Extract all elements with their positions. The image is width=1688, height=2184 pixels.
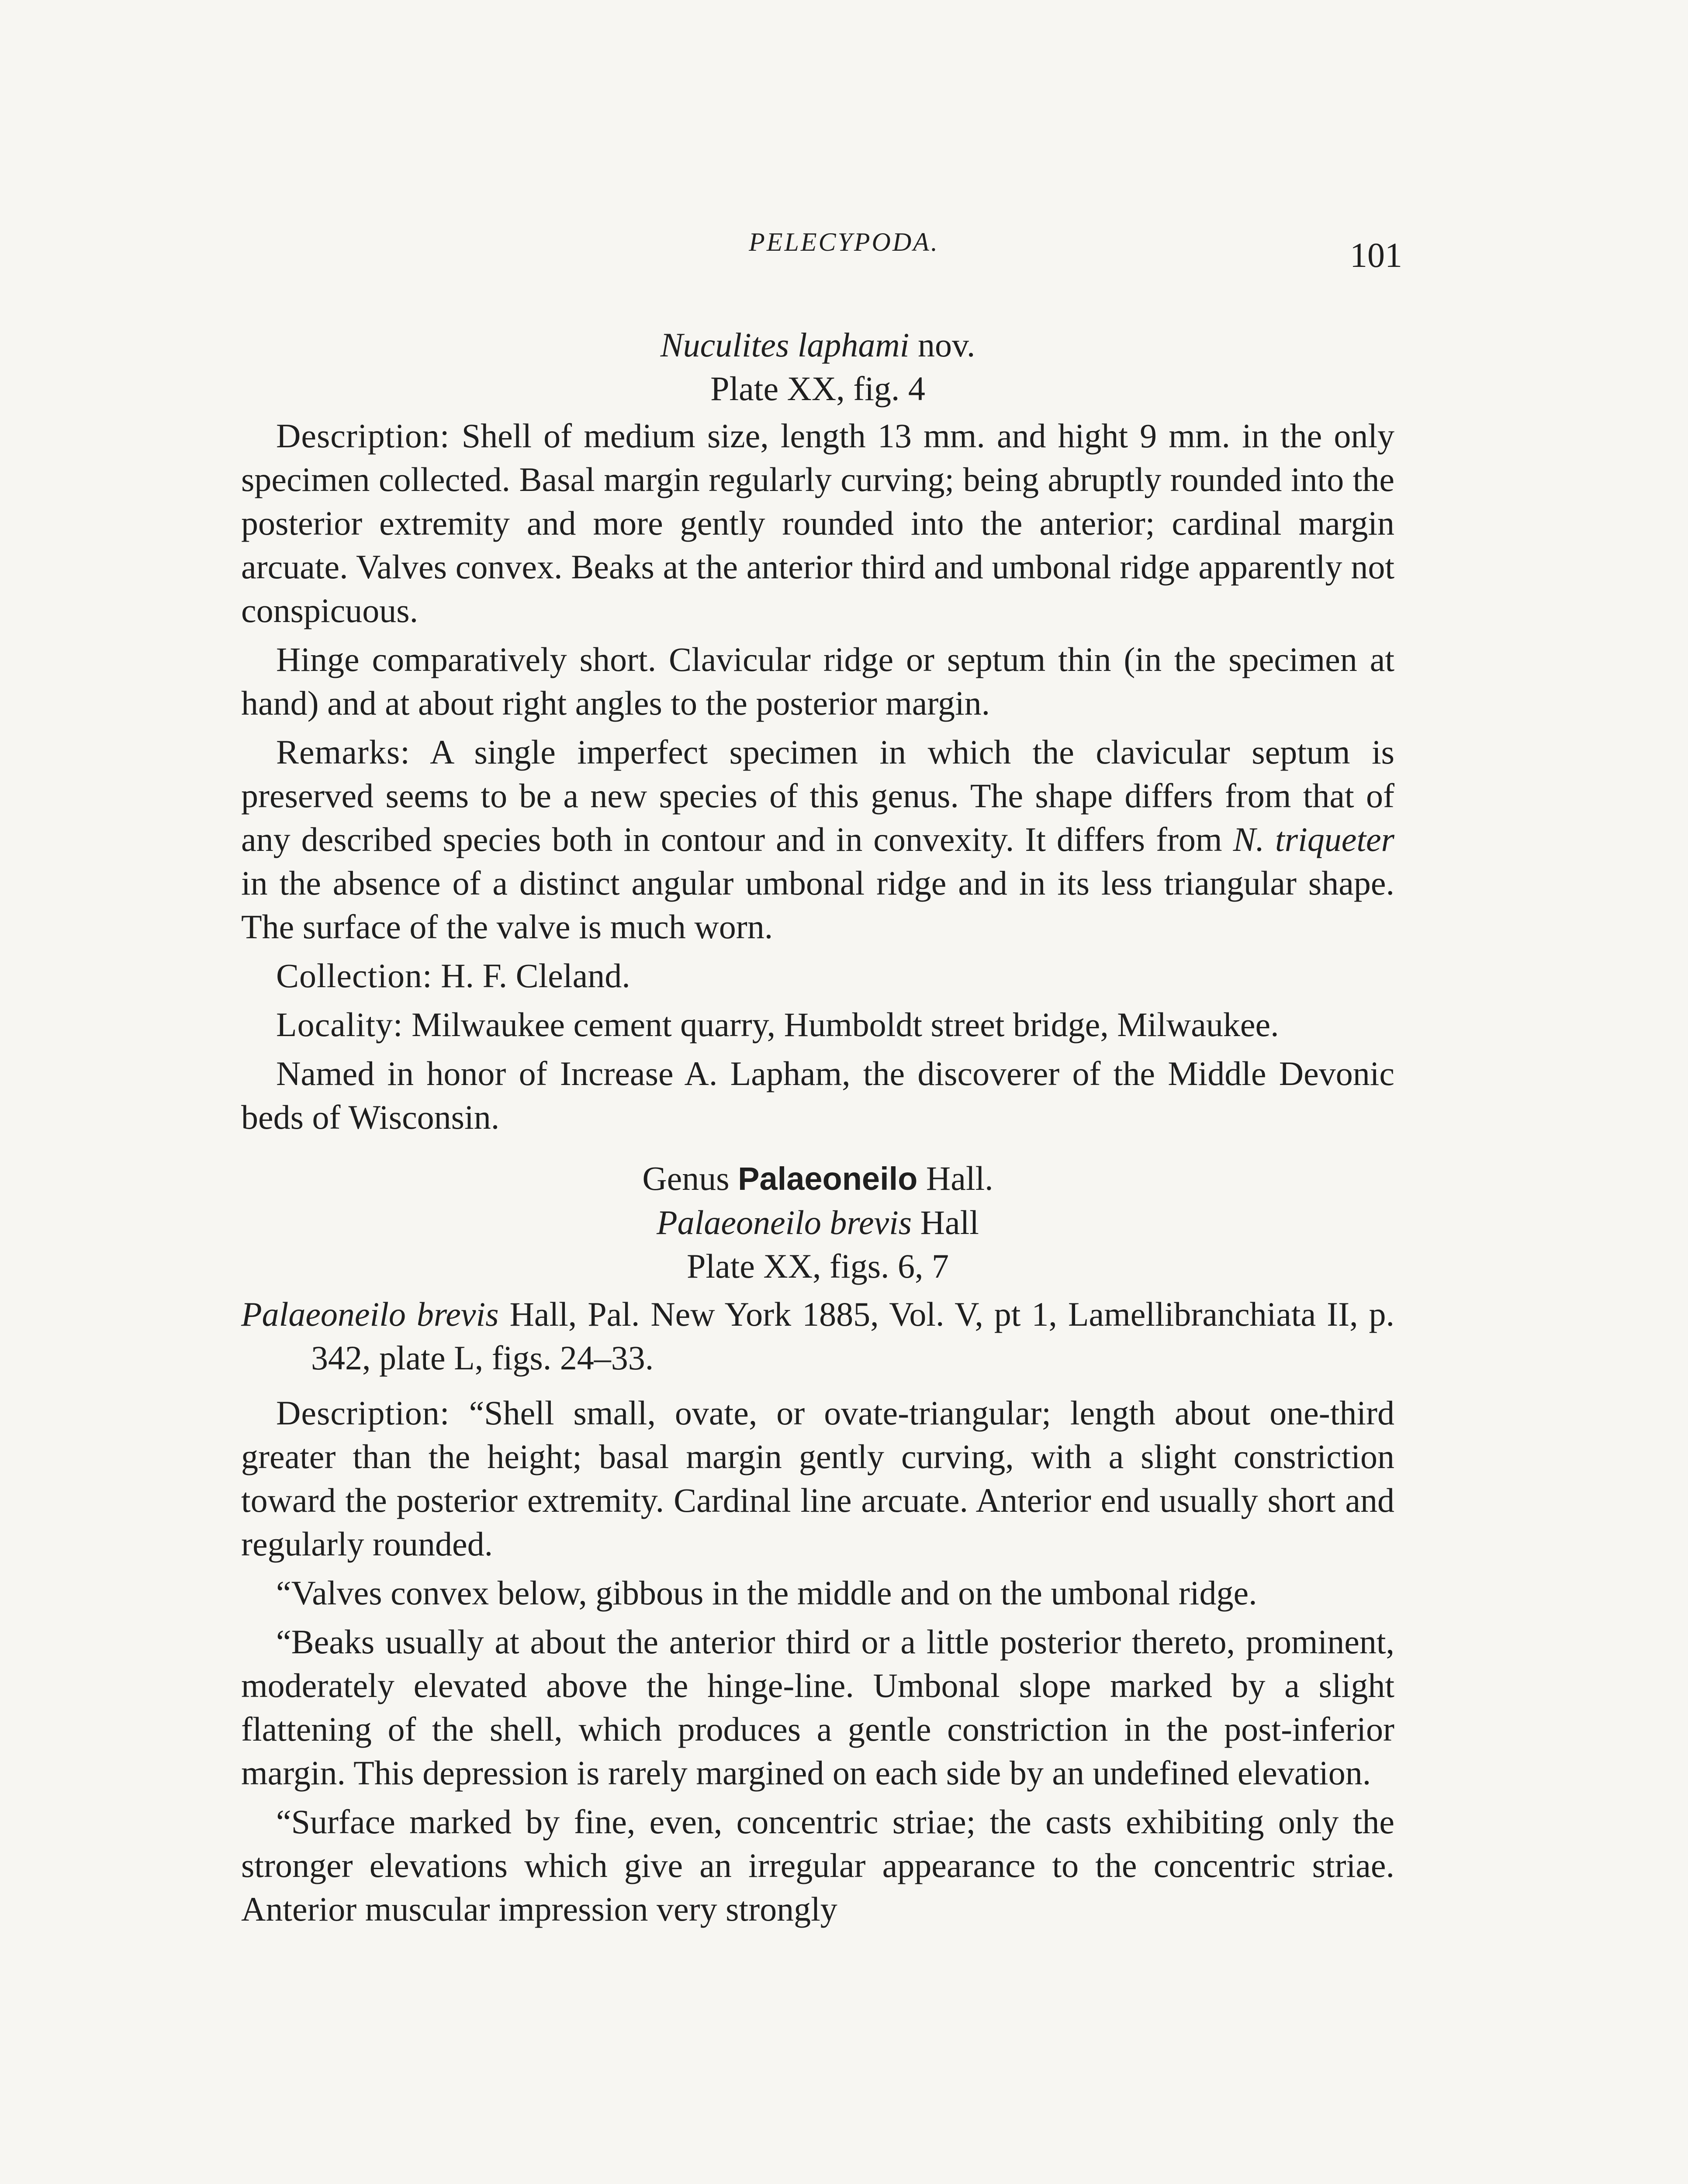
valves-paragraph: “Valves convex below, gibbous in the middle and on the umbonal ridge. (276, 1574, 1257, 1612)
beaks-paragraph: “Beaks usually at about the anterior third or a little posterior thereto, prominent, moderately elevated above the hinge-line. Umbonal slope marked by a slight flattening of the shell, which produces a gentle constriction in the post-inferior margin. This depression is rarely margined on each side by an undefined elevation. (241, 1623, 1394, 1792)
remarks-paragraph (241, 730, 1394, 949)
remarks-label: Remarks: (276, 733, 410, 771)
genus-heading (241, 1157, 1394, 1201)
plate-reference: Plate XX, fig. 4 (710, 370, 925, 408)
remarks-text: A single imperfect specimen in which the clavicular septum is preserved seems to be a new species of this genus. The shape differs from that of any described species both in contour and in convexity. It differs from (241, 733, 1394, 858)
description-paragraph-2 (241, 1391, 1394, 1566)
collection-text: H. F. Cleland. (441, 957, 630, 995)
species-title (241, 323, 1394, 367)
plate-reference-2: Plate XX, figs. 6, 7 (686, 1247, 949, 1285)
running-head: PELECYPODA. (749, 228, 939, 256)
collection-label: Collection: (276, 957, 432, 995)
genus-name: Palaeoneilo (738, 1161, 918, 1197)
species-name-2: Palaeoneilo brevis (657, 1203, 912, 1241)
citation-text: Hall, Pal. New York 1885, Vol. V, pt 1, Lamellibranchiata II, p. 342, plate L, figs. 24–33. (311, 1295, 1395, 1377)
description-paragraph (241, 414, 1394, 632)
remarks-text-continued: in the absence of a distinct angular umbonal ridge and in its less triangular shape. The surface of the valve is much worn. (241, 864, 1394, 946)
body-text (241, 323, 1394, 1936)
locality-label: Locality: (276, 1006, 403, 1044)
genus-prefix: Genus (642, 1159, 730, 1197)
description-text-2: “Shell small, ovate, or ovate-triangular; length about one-third greater than the height; basal margin gently curving, with a slight constriction toward the posterior extremity. Cardinal line arcuate. Anterior end usually short and regularly rounded. (241, 1394, 1395, 1563)
genus-author: Hall. (926, 1159, 993, 1197)
hinge-paragraph: Hinge comparatively short. Clavicular ridge or septum thin (in the specimen at hand) and at about right angles to the posterior margin. (241, 640, 1394, 722)
description-label-2: Description: (276, 1394, 450, 1432)
species-title-2 (241, 1201, 1394, 1244)
citation (241, 1292, 1394, 1380)
surface-paragraph: “Surface marked by fine, even, concentric striae; the casts exhibiting only the stronger elevations which give an irregular appearance to the concentric striae. Anterior muscular impression very strongly (241, 1803, 1394, 1928)
remarks-species-name: N. triqueter (1233, 820, 1395, 858)
description-label: Description: (276, 417, 450, 455)
named-paragraph: Named in honor of Increase A. Lapham, the discoverer of the Middle Devonic beds of Wisconsin. (241, 1054, 1394, 1136)
page-number: 101 (1350, 236, 1402, 275)
citation-name: Palaeoneilo brevis (241, 1295, 499, 1333)
species-status: nov. (917, 326, 975, 364)
locality-text: Milwaukee cement quarry, Humboldt street bridge, Milwaukee. (412, 1006, 1279, 1044)
collection-paragraph (241, 954, 1394, 998)
description-text: Shell of medium size, length 13 mm. and hight 9 mm. in the only specimen collected. Basal margin regularly curving; being abruptly rounded into the posterior extremity and more gently rounded into the anterior; cardinal margin arcuate. Valves convex. Beaks at the anterior third and umbonal ridge apparently not conspicuous. (241, 417, 1394, 629)
species-author-2: Hall (920, 1203, 979, 1241)
locality-paragraph (241, 1003, 1394, 1047)
species-name: Nuculites laphami (660, 326, 910, 364)
